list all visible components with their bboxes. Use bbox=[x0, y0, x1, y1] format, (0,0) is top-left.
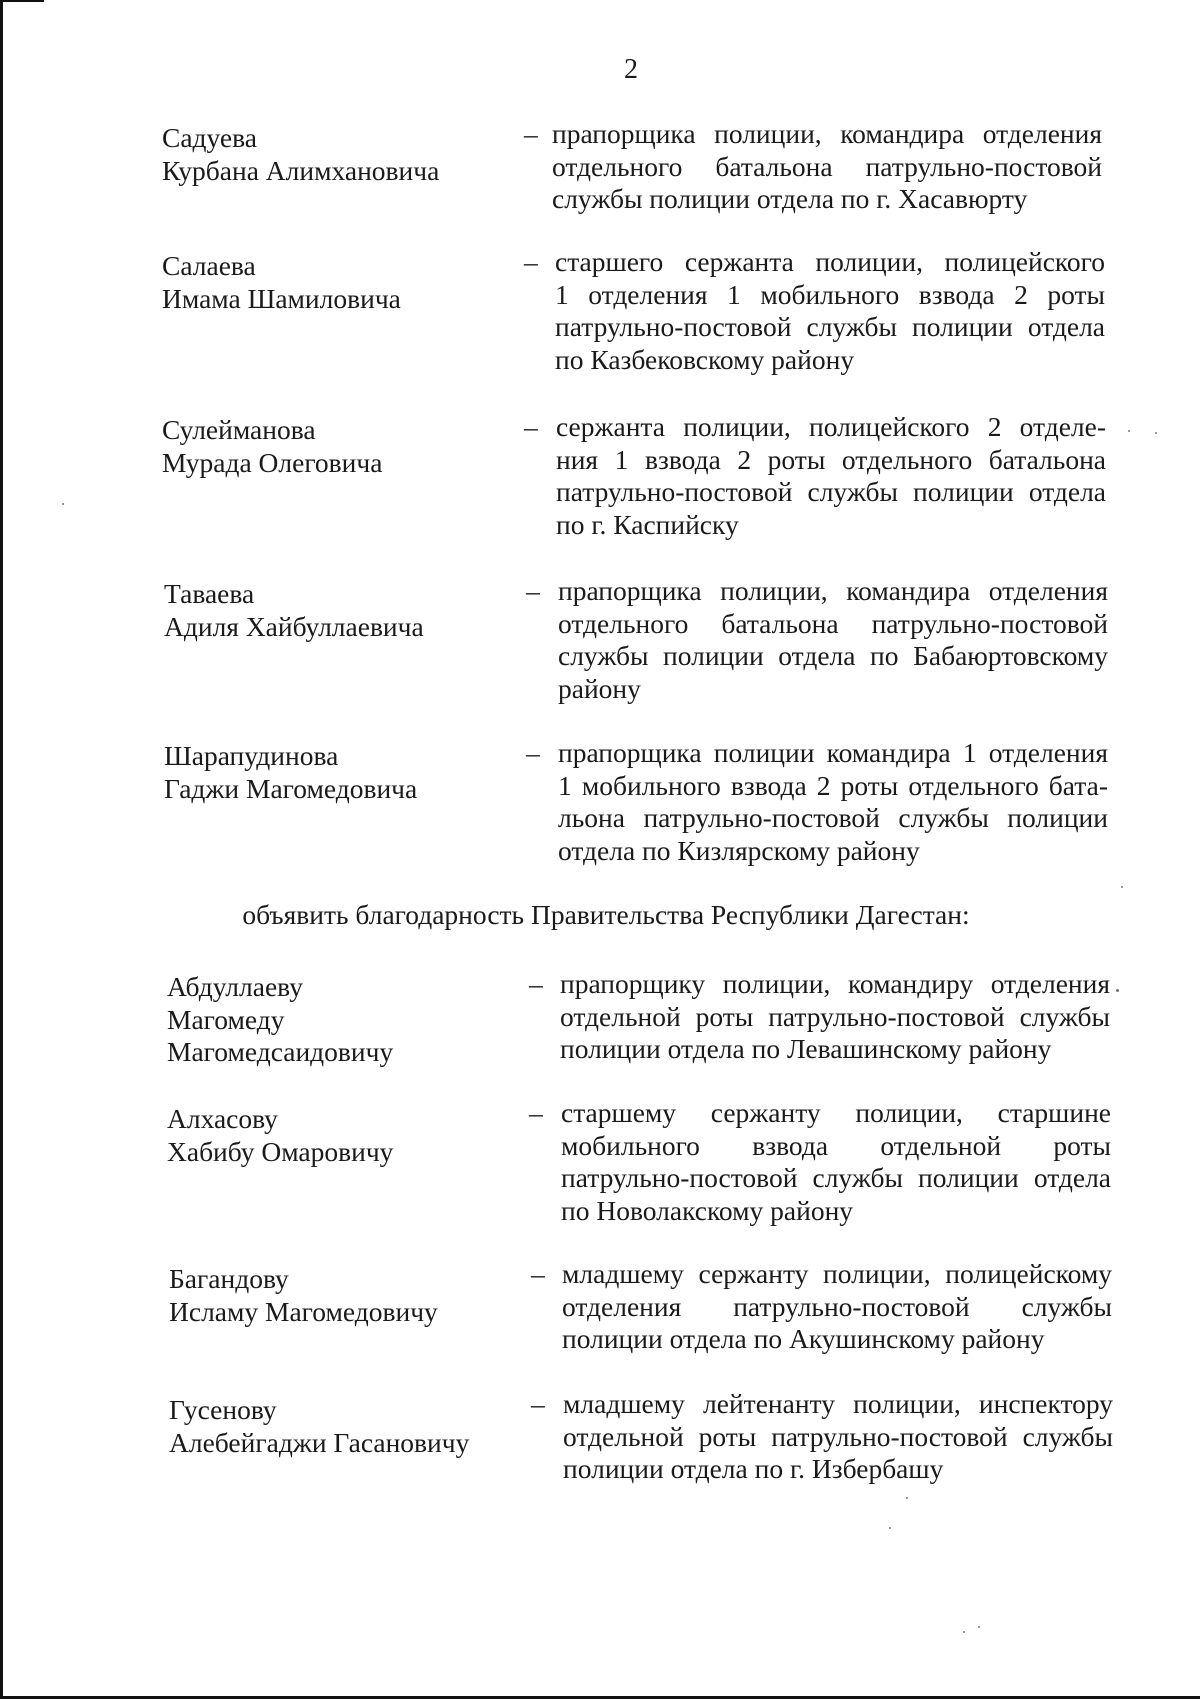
description-line: службы полиции отдела по г. Хасавюрту bbox=[552, 183, 1028, 214]
page-number: 2 bbox=[624, 54, 638, 85]
scan-speck bbox=[1121, 886, 1123, 888]
description-line: по г. Каспийску bbox=[556, 508, 739, 540]
surname: Сулейманова bbox=[162, 414, 316, 445]
given-name: Адиля Хайбуллаевича bbox=[164, 610, 424, 642]
surname: Гусенову bbox=[169, 1394, 277, 1425]
description-line: службы полиции отдела по Бабаюртовскому bbox=[558, 640, 1108, 671]
surname: Таваева bbox=[164, 578, 255, 609]
description-line: по Казбековскому району bbox=[555, 343, 855, 375]
person-name bbox=[162, 122, 439, 187]
given-name: Имама Шамиловича bbox=[162, 282, 401, 314]
description-line: льона патрульно-постовой службы полиции bbox=[558, 802, 1108, 833]
scan-edge-left bbox=[0, 0, 3, 1699]
position-description bbox=[552, 118, 1102, 216]
description-line: прапорщику полиции, командиру отделения bbox=[560, 968, 1110, 999]
section-heading: объявить благодарность Правительства Республики Дагестан: bbox=[242, 899, 970, 930]
description-line: полиции отдела по г. Избербашу bbox=[563, 1453, 944, 1484]
dash: – bbox=[524, 411, 538, 442]
position-description bbox=[558, 737, 1108, 867]
person-name bbox=[169, 1394, 469, 1459]
position-description bbox=[555, 246, 1105, 376]
description-line: 1 мобильного взвода 2 роты отдельного бата- bbox=[558, 769, 1108, 801]
description-line: прапорщика полиции, командира отделения bbox=[558, 575, 1108, 606]
dash: – bbox=[524, 118, 538, 149]
dash: – bbox=[529, 968, 543, 999]
dash: – bbox=[526, 575, 540, 606]
description-line: по Новолакскому району bbox=[561, 1194, 854, 1226]
surname: Садуева bbox=[162, 122, 257, 153]
description-line: полиции отдела по Левашинскому району bbox=[560, 1033, 1052, 1064]
surname: Багандову bbox=[169, 1263, 289, 1294]
scan-speck bbox=[62, 503, 64, 505]
description-line: младшему сержанту полиции, полицейскому bbox=[562, 1258, 1112, 1289]
position-description bbox=[560, 968, 1110, 1066]
description-line: мобильного взвода отдельной роты bbox=[561, 1129, 1111, 1161]
person-name bbox=[162, 250, 401, 315]
scan-speck bbox=[1128, 430, 1130, 432]
description-line: району bbox=[558, 672, 641, 704]
dash: – bbox=[531, 1388, 545, 1419]
description-line: прапорщика полиции, командира отделения bbox=[552, 118, 1102, 149]
given-name: Магомеду bbox=[167, 1003, 285, 1035]
description-line: 1 отделения 1 мобильного взвода 2 роты bbox=[555, 278, 1105, 310]
given-name: Исламу Магомедовичу bbox=[169, 1295, 438, 1327]
description-line: старшему сержанту полиции, старшине bbox=[561, 1097, 1111, 1128]
scan-edge-top bbox=[0, 0, 44, 2]
dash: – bbox=[529, 1097, 543, 1128]
description-line: полиции отдела по Акушинскому району bbox=[562, 1323, 1045, 1354]
given-name: Гаджи Магомедовича bbox=[164, 772, 418, 804]
given-name: Курбана Алимхановича bbox=[162, 154, 440, 186]
description-line: сержанта полиции, полицейского 2 отделе- bbox=[556, 411, 1106, 442]
description-line: отдельной роты патрульно-постовой службы bbox=[563, 1420, 1113, 1452]
position-description bbox=[563, 1388, 1113, 1486]
person-name bbox=[167, 1103, 393, 1168]
description-line: отдельного батальона патрульно-постовой bbox=[558, 607, 1108, 639]
surname: Абдуллаеву bbox=[167, 971, 303, 1002]
person-name bbox=[164, 578, 424, 643]
surname: Алхасову bbox=[167, 1103, 278, 1134]
description-line: отдельной роты патрульно-постовой службы bbox=[560, 1000, 1110, 1032]
position-description bbox=[562, 1258, 1112, 1356]
position-description bbox=[558, 575, 1108, 705]
person-name bbox=[169, 1263, 438, 1328]
given-name: Хабибу Омаровичу bbox=[167, 1135, 394, 1167]
person-name bbox=[167, 971, 393, 1069]
description-line: отдельного батальона патрульно-постовой bbox=[552, 150, 1102, 182]
description-line: ния 1 взвода 2 роты отдельного батальона bbox=[556, 443, 1106, 475]
surname: Салаева bbox=[162, 250, 256, 281]
description-line: младшему лейтенанту полиции, инспектору bbox=[563, 1388, 1113, 1419]
description-line: патрульно-постовой службы полиции отдела bbox=[561, 1162, 1111, 1193]
description-line: прапорщика полиции командира 1 отделения bbox=[558, 737, 1108, 768]
description-line: старшего сержанта полиции, полицейского bbox=[555, 246, 1105, 277]
surname: Шарапудинова bbox=[164, 740, 339, 771]
dash: – bbox=[531, 1258, 545, 1289]
scan-speck bbox=[906, 1497, 908, 1499]
position-description bbox=[556, 411, 1106, 541]
given-name: Мурада Олеговича bbox=[162, 446, 383, 478]
description-line: патрульно-постовой службы полиции отдела bbox=[555, 311, 1105, 342]
description-line: отделения патрульно-постовой службы bbox=[562, 1290, 1112, 1322]
dash: – bbox=[524, 246, 538, 277]
scan-speck bbox=[978, 1626, 980, 1628]
person-name bbox=[164, 740, 417, 805]
position-description bbox=[561, 1097, 1111, 1227]
description-line: отдела по Кизлярскому району bbox=[558, 834, 920, 866]
description-line: патрульно-постовой службы полиции отдела bbox=[556, 476, 1106, 507]
dash: – bbox=[526, 737, 540, 768]
scan-speck bbox=[963, 1631, 965, 1633]
scan-speck bbox=[1155, 432, 1157, 434]
scan-speck bbox=[889, 1527, 891, 1529]
patronymic: Магомедсаидовичу bbox=[167, 1036, 394, 1067]
scan-speck bbox=[1116, 989, 1119, 992]
person-name bbox=[162, 414, 382, 479]
given-name: Алебейгаджи Гасановичу bbox=[169, 1426, 470, 1458]
